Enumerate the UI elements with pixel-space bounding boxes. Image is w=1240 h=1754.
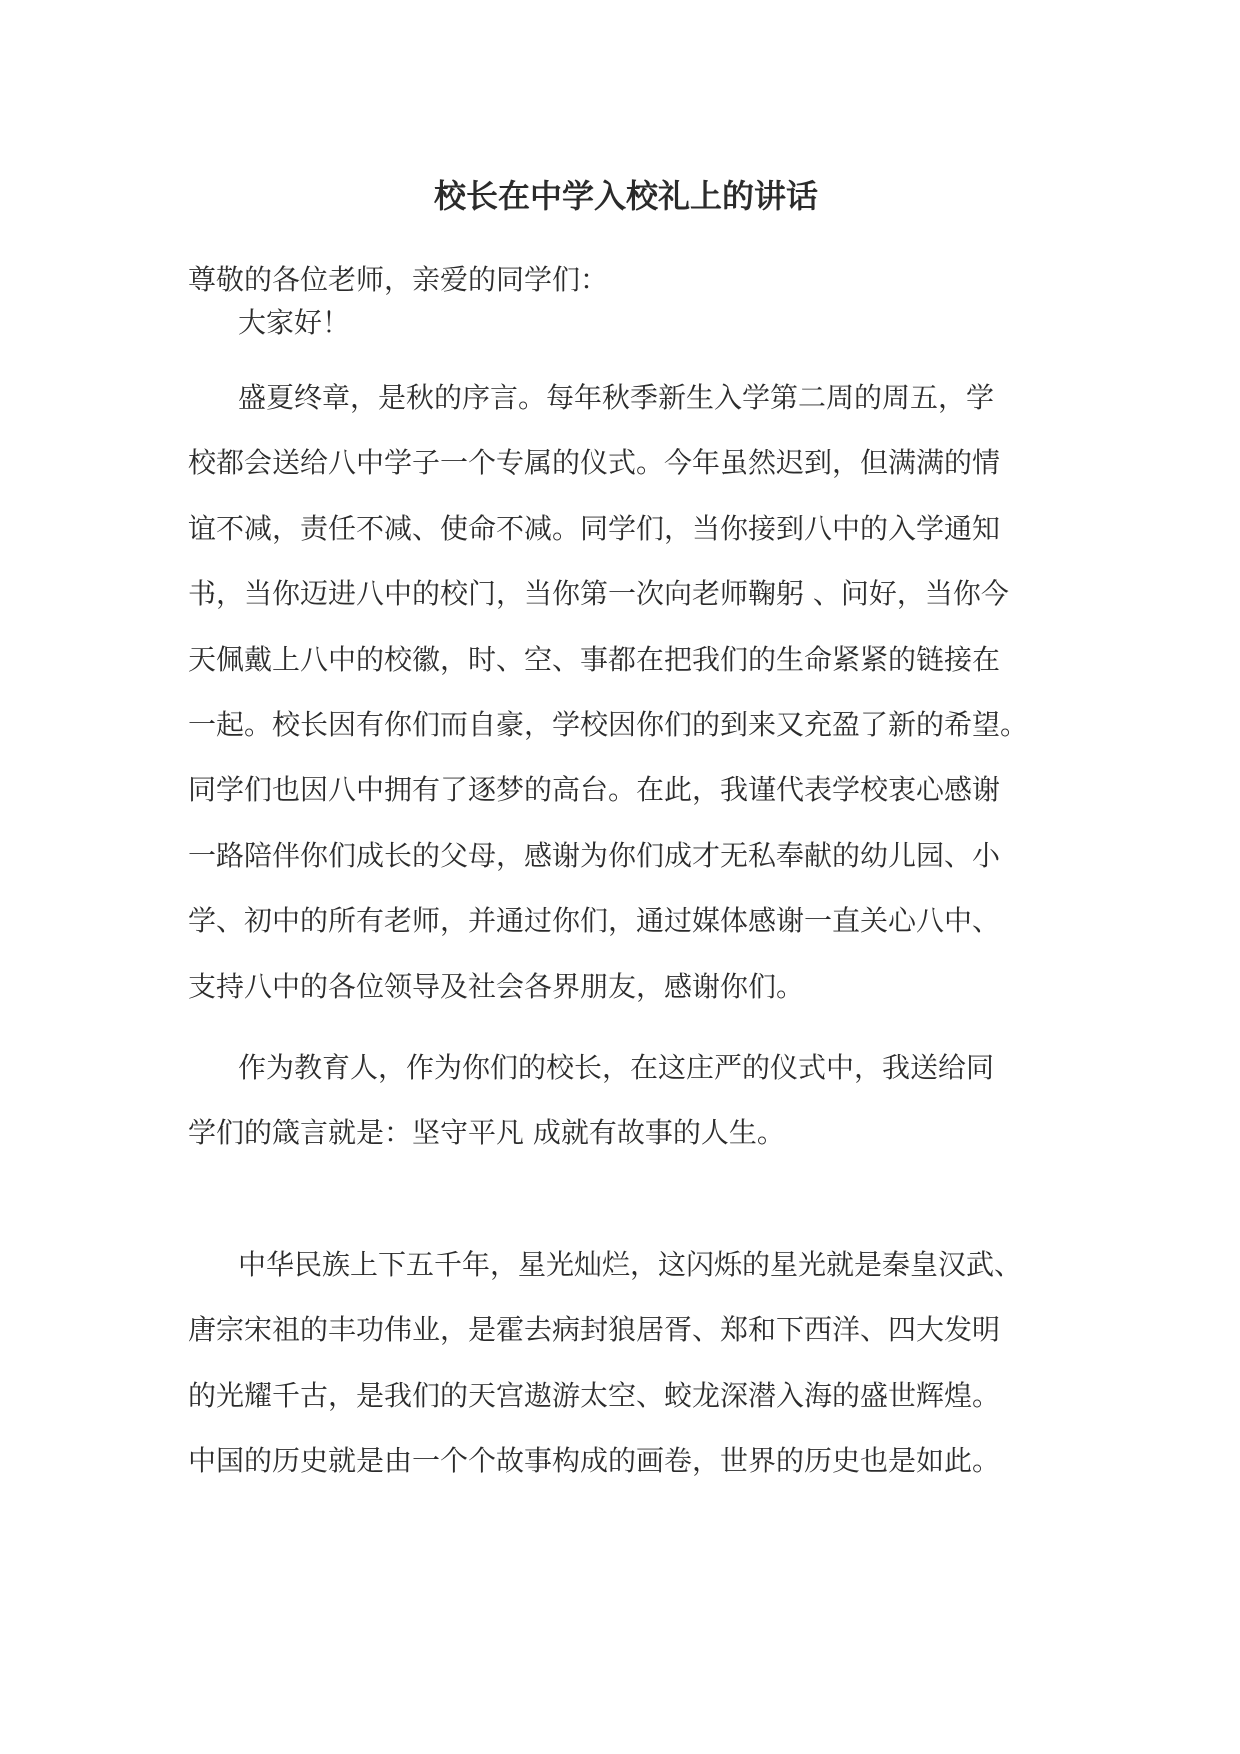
document-title: 校长在中学入校礼上的讲话 (433, 177, 818, 215)
paragraph-history (188, 1232, 1064, 1494)
paragraph-opening (188, 365, 1064, 1019)
paragraph-line: 一起。校长因有你们而自豪，学校因你们的到来又充盈了新的希望。 (188, 707, 1029, 741)
paragraph-line: 唐宗宋祖的丰功伟业，是霍去病封狼居胥、郑和下西洋、四大发明 (188, 1313, 1001, 1347)
paragraph-line: 一路陪伴你们成长的父母，感谢为你们成才无私奉献的幼儿园、小 (188, 838, 1001, 872)
paragraph-greeting (188, 290, 1064, 355)
paragraph-line: 支持八中的各位领导及社会各界朋友，感谢你们。 (188, 969, 805, 1003)
paragraph-line: 谊不减，责任不减、使命不减。同学们，当你接到八中的入学通知 (188, 511, 1001, 545)
paragraph-line: 天佩戴上八中的校徽，时、空、事都在把我们的生命紧紧的链接在 (188, 642, 1001, 676)
paragraph-line: 书，当你迈进八中的校门，当你第一次向老师鞠躬 、问好，当你今 (188, 577, 1009, 611)
paragraph-line: 学、初中的所有老师，并通过你们，通过媒体感谢一直关心八中、 (188, 904, 1001, 938)
paragraph-line: 大家好！ (238, 306, 351, 339)
paragraph-line: 中华民族上下五千年，星光灿烂，这闪烁的星光就是秦皇汉武、 (238, 1248, 1023, 1281)
paragraph-line: 作为教育人，作为你们的校长，在这庄严的仪式中，我送给同 (238, 1051, 995, 1084)
paragraph-line: 盛夏终章，是秋的序言。每年秋季新生入学第二周的周五，学 (238, 381, 995, 414)
paragraph-motto (188, 1035, 1064, 1166)
paragraph-line: 学们的箴言就是：坚守平凡 成就有故事的人生。 (188, 1116, 785, 1150)
paragraph-line: 中国的历史就是由一个个故事构成的画卷，世界的历史也是如此。 (188, 1444, 1001, 1478)
paragraph-line: 同学们也因八中拥有了逐梦的高台。在此，我谨代表学校衷心感谢 (188, 773, 1001, 807)
salutation: 尊敬的各位老师，亲爱的同学们： (188, 263, 609, 296)
paragraph-line: 的光耀千古，是我们的天宫遨游太空、蛟龙深潜入海的盛世辉煌。 (188, 1378, 1001, 1412)
paragraph-line: 校都会送给八中学子一个专属的仪式。今年虽然迟到，但满满的情 (188, 446, 1001, 480)
